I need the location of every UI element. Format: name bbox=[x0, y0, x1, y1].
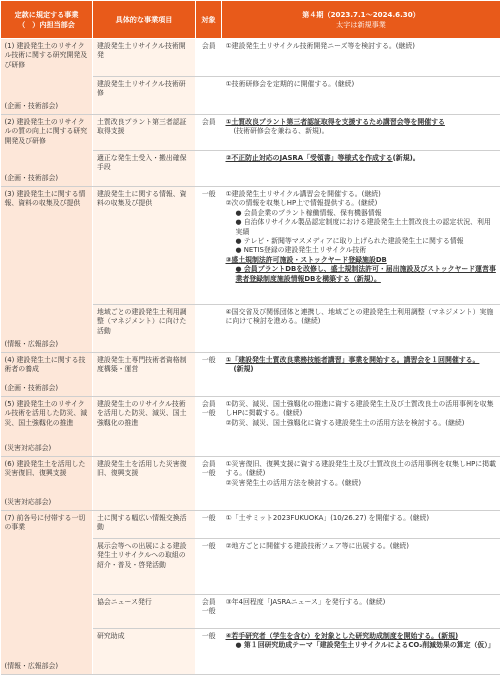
target-cell: 一般 bbox=[196, 539, 222, 595]
section-cell bbox=[1, 353, 93, 397]
target-cell: 会員 一般 bbox=[196, 397, 222, 457]
header-period-label: 第４期（2023.7.1～2024.6.30） bbox=[302, 10, 420, 20]
plan-new-item: ①土質改良プラント第三者認証取得を支援するため講習会等を開催する bbox=[225, 118, 445, 126]
item-cell: 展示会等への出展による建設発生土リサイクルへの取組の紹介・普及・啓発活動 bbox=[93, 539, 196, 595]
plan-cell: ①「土サミット2023FUKUOKA」(10/26.27) を開催する。(継続) bbox=[222, 511, 500, 539]
plan-cell: ①建設発生土リサイクル技術開発ニーズ等を検討する。(継続) bbox=[222, 39, 500, 77]
section-title: (7) 前各号に付帯する一切の事業 bbox=[4, 514, 86, 532]
plan-cell bbox=[222, 187, 500, 305]
target-cell: 一般 bbox=[196, 187, 222, 305]
plan-new-bullet: ● 会員プラントDBを改修し、盛土規制法許可・届出施設及びストックヤード運営事業者登録制度施設情報DBを構築する（新規）。 bbox=[235, 265, 496, 283]
plan-new-item: ④若手研究者（学生を含む）を対象とした研究助成制度を開始する。(新規) bbox=[225, 632, 459, 640]
target-cell bbox=[196, 305, 222, 353]
plan-cell bbox=[222, 353, 500, 397]
plan-line: ①建設発生土リサイクル講習会を開催する。(継続) bbox=[225, 190, 381, 198]
plan-cell: ④国交省及び関係団体と連携し、地域ごとの建設発生土利用調整（マネジメント）実施に向けて検討を進める。(継続) bbox=[222, 305, 500, 353]
table-row bbox=[1, 115, 500, 151]
plan-bullet: ● 会員企業のプラント稼働情報、保有機器情報 bbox=[235, 208, 382, 217]
item-cell: 建設発生土リサイクル技術開発 bbox=[93, 39, 196, 77]
item-cell: 建設発生土に関する情報、資料の収集及び提供 bbox=[93, 187, 196, 305]
section-department: (災害対応部会) bbox=[4, 497, 52, 506]
section-title: (4) 建設発生土に関する技術者の養成 bbox=[4, 356, 86, 374]
target-cell: 会員 一般 bbox=[196, 595, 222, 629]
section-title: (2) 建設発生土のリサイクルの質の向上に関する研究開発及び研修 bbox=[4, 118, 88, 145]
plan-cell: ②地方ごとに開催する建設技術フェア等に出展する。(継続) bbox=[222, 539, 500, 595]
table-row bbox=[1, 511, 500, 539]
section-title: (6) 建設発生土を活用した災害復旧、復興支援 bbox=[4, 460, 86, 478]
section-department: (情報・広報部会) bbox=[4, 339, 59, 348]
header-article-business: 定款に規定する事業 （ ）内担当部会 bbox=[1, 1, 93, 39]
item-cell: 建設発生土を活用した災害復旧、復興支援 bbox=[93, 457, 196, 511]
header-specific-items: 具体的な事業項目 bbox=[93, 1, 196, 39]
item-cell: 協会ニュース発行 bbox=[93, 595, 196, 629]
plan-continuation: (技術研修会を兼ねる、新規)。 bbox=[233, 127, 329, 136]
header-period bbox=[222, 1, 500, 39]
plan-bullet: ● 自治体リサイクル製品認定制度における建設発生土土質改良土の認定状況、利用実績 bbox=[235, 218, 491, 236]
section-department: (企画・技術部会) bbox=[4, 101, 59, 110]
plan-new-item: ③盛土規制法許可施設・ストックヤード登録施設DB bbox=[225, 255, 387, 264]
table-row bbox=[1, 353, 500, 397]
table-row bbox=[1, 457, 500, 511]
section-cell bbox=[1, 397, 93, 457]
target-cell: 会員 一般 bbox=[196, 457, 222, 511]
plan-new-bullet: ● 第１回研究助成テーマ「建設発生土リサイクルによるCO₂削減効果の算定（仮）」 bbox=[235, 641, 495, 650]
plan-cell bbox=[222, 151, 500, 187]
plan-cell bbox=[222, 115, 500, 151]
item-cell: 建設発生土専門技術者資格制度構築・運営 bbox=[93, 353, 196, 397]
section-cell bbox=[1, 511, 93, 675]
item-cell: 土に関する幅広い情報交換活動 bbox=[93, 511, 196, 539]
item-cell: 建設発生土のリサイクル技術を活用した防災、減災、国土強靱化の推進 bbox=[93, 397, 196, 457]
plan-cell: ①防災、減災、国土強靱化の推進に資する建設発生土及び土質改良土の活用事例を収集しHPに掲載する。(継続) ②防災、減災、国土強靱化に資する建設発生土の活用方法を検討する。(継続) bbox=[222, 397, 500, 457]
plan-cell: ③年4回程度「JASRAニュース」を発行する。(継続) bbox=[222, 595, 500, 629]
plan-cell: ①技術研修会を定期的に開催する。(継続) bbox=[222, 77, 500, 115]
section-department: (情報・広報部会) bbox=[4, 661, 59, 670]
item-cell: 研究助成 bbox=[93, 629, 196, 675]
target-cell bbox=[196, 77, 222, 115]
table-row bbox=[1, 397, 500, 457]
plan-continuation: (新規)。 bbox=[392, 154, 420, 162]
plan-cell bbox=[222, 629, 500, 675]
section-cell bbox=[1, 115, 93, 187]
section-title: (5) 建設発生土のリサイクル技術を活用した防災、減災、国土強靱化の推進 bbox=[4, 400, 88, 427]
table-row bbox=[1, 39, 500, 77]
item-cell: 土質改良プラント第三者認証取得支援 bbox=[93, 115, 196, 151]
section-cell bbox=[1, 457, 93, 511]
plan-new-item: ①「建設発生土質改良業務技能者講習」事業を開始する。講習会を１回開催する。 bbox=[225, 356, 480, 364]
header-row bbox=[1, 1, 500, 39]
section-department: (災害対応部会) bbox=[4, 443, 52, 452]
header-bold-note: 太字は新規事業 bbox=[336, 19, 386, 29]
plan-bullet: ● NETIS登録の建設発生土リサイクル技術 bbox=[235, 246, 367, 255]
plan-continuation: (新規) bbox=[233, 365, 254, 374]
section-cell bbox=[1, 39, 93, 115]
target-cell: 一般 bbox=[196, 629, 222, 675]
plan-bullet: ● テレビ・新聞等マスメディアに取り上げられた建設発生土に関する情報 bbox=[235, 236, 464, 245]
item-cell: 適正な発生土受入・搬出確保手段 bbox=[93, 151, 196, 187]
section-department: (企画・技術部会) bbox=[4, 173, 59, 182]
item-cell: 地域ごとの建設発生土利用調整（マネジメント）に向けた活動 bbox=[93, 305, 196, 353]
plan-line: ②次の情報を収集しHP上で情報提供する。(継続) bbox=[225, 199, 378, 208]
target-cell: 一般 bbox=[196, 511, 222, 539]
target-cell: 会員 bbox=[196, 39, 222, 77]
section-department: (企画・技術部会) bbox=[4, 383, 59, 392]
target-cell bbox=[196, 151, 222, 187]
target-cell: 会員 bbox=[196, 115, 222, 151]
section-title: (1) 建設発生土のリサイクル技術に関する研究開発及び研修 bbox=[4, 42, 88, 69]
section-cell bbox=[1, 187, 93, 353]
plan-new-item: ②不正防止対応のJASRA「受領書」等様式を作成する bbox=[225, 154, 393, 162]
target-cell: 一般 bbox=[196, 353, 222, 397]
item-cell: 建設発生土リサイクル技術研修 bbox=[93, 77, 196, 115]
table-row bbox=[1, 187, 500, 305]
plan-cell: ①災害復旧、復興支援に資する建設発生土及び土質改良土の活用事例を収集しHPに掲載する。(継続) ②災害発生土の活用方法を検討する。(継続) bbox=[222, 457, 500, 511]
header-target: 対象 bbox=[196, 1, 222, 39]
section-title: (3) 建設発生土に関する情報、資料の収集及び提供 bbox=[4, 190, 86, 208]
